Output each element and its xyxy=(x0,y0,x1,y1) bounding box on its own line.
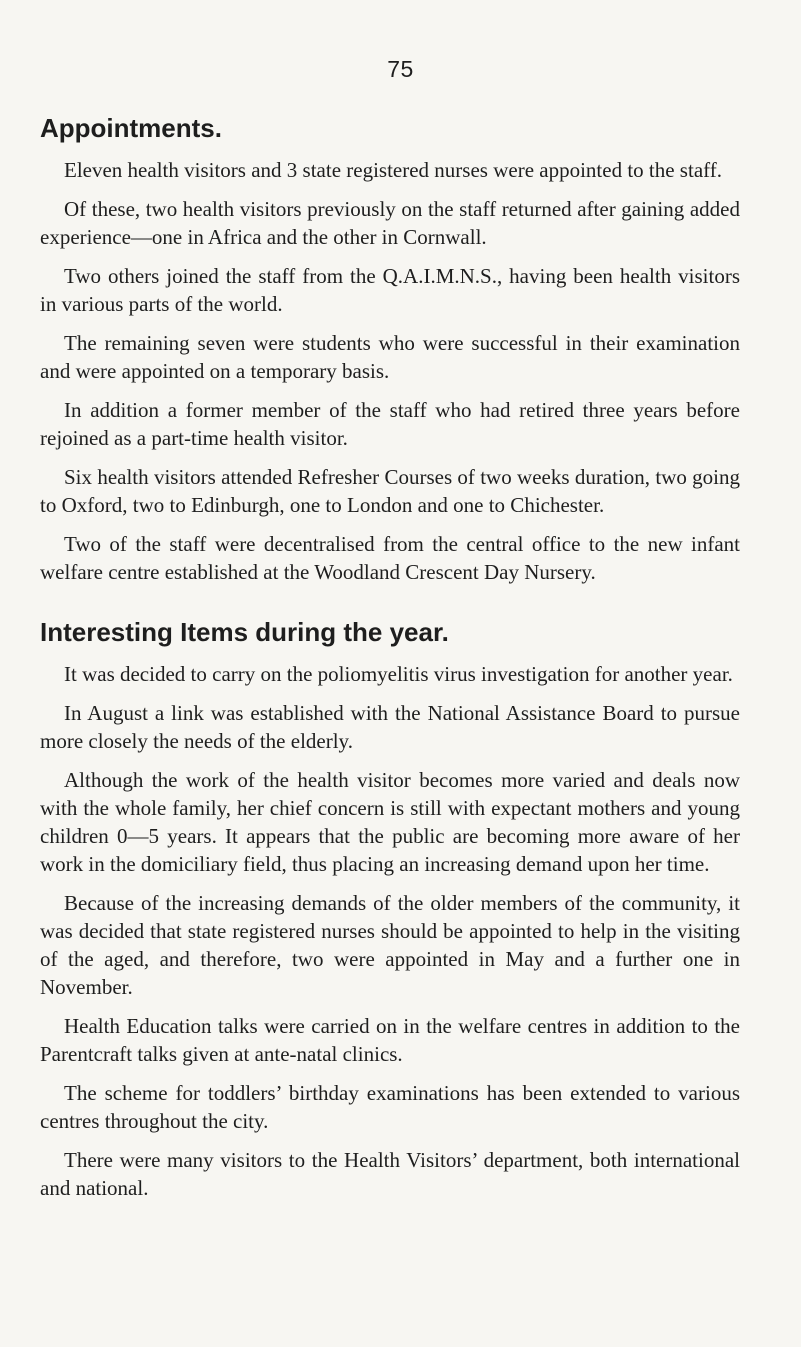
section-heading: Interesting Items during the year. xyxy=(40,617,449,647)
paragraph: In August a link was established with the National Assistance Board to pursue more closely the needs of the elderly. xyxy=(40,701,740,753)
paragraph: The remaining seven were students who were successful in their examination and were appointed on a temporary basis. xyxy=(40,331,740,383)
paragraph: Although the work of the health visitor becomes more varied and deals now with the whole family, her chief concern is still with expectant mothers and young children 0—5 years. It appears that the public are becoming more aware of her work in the domiciliary field, thus placing an increasing demand upon her time. xyxy=(40,768,740,876)
paragraph: The scheme for toddlers’ birthday examinations has been extended to various centres throughout the city. xyxy=(40,1081,740,1133)
section-interesting-items xyxy=(40,614,740,1202)
section-heading: Appointments. xyxy=(40,113,222,143)
paragraph: Two others joined the staff from the Q.A.I.M.N.S., having been health visitors in various parts of the world. xyxy=(40,264,740,316)
paragraph: There were many visitors to the Health Visitors’ department, both international and national. xyxy=(40,1148,740,1200)
paragraph: Because of the increasing demands of the older members of the community, it was decided that state registered nurses should be appointed to help in the visiting of the aged, and therefore, two were appointed in May and a further one in November. xyxy=(40,891,740,999)
paragraph: Of these, two health visitors previously on the staff returned after gaining added experience—one in Africa and the other in Cornwall. xyxy=(40,197,740,249)
page-content xyxy=(40,110,740,1213)
paragraph: Eleven health visitors and 3 state registered nurses were appointed to the staff. xyxy=(64,158,722,182)
page-number: 75 xyxy=(387,56,414,82)
paragraph: Health Education talks were carried on in the welfare centres in addition to the Parentcraft talks given at ante-natal clinics. xyxy=(40,1014,740,1066)
paragraph: In addition a former member of the staff who had retired three years before rejoined as a part-time health visitor. xyxy=(40,398,740,450)
paragraph: It was decided to carry on the poliomyelitis virus investigation for another year. xyxy=(64,662,733,686)
section-appointments xyxy=(40,110,740,586)
paragraph: Six health visitors attended Refresher Courses of two weeks duration, two going to Oxford, two to Edinburgh, one to London and one to Chichester. xyxy=(40,465,740,517)
paragraph: Two of the staff were decentralised from the central office to the new infant welfare centre established at the Woodland Crescent Day Nursery. xyxy=(40,532,740,584)
